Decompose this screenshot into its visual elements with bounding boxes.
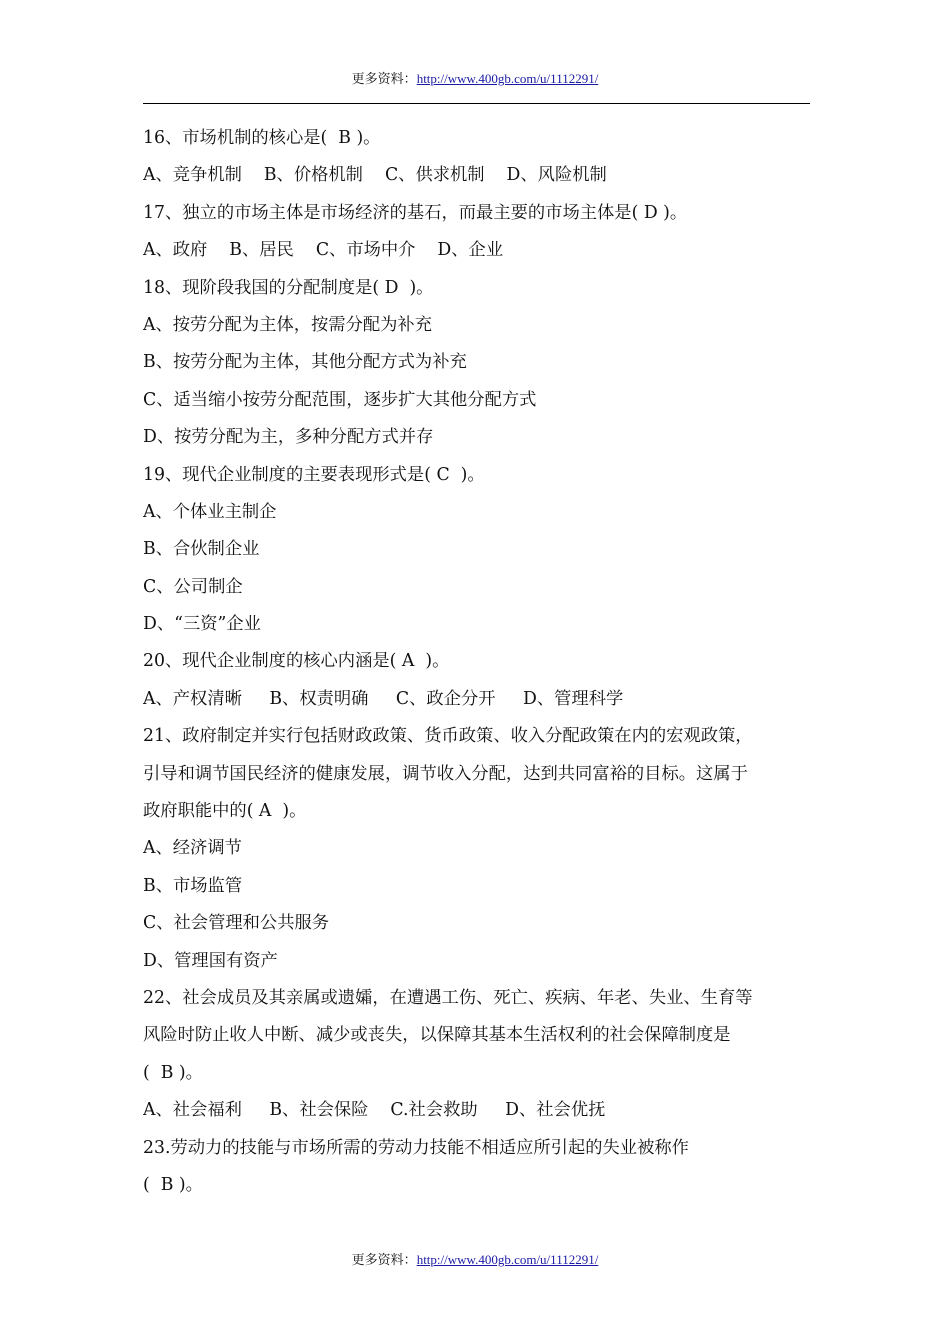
question-19-option-b: B、合伙制企业	[143, 539, 260, 560]
question-16: 16、市场机制的核心是( B )。	[143, 128, 381, 148]
header-rule	[143, 103, 810, 104]
question-23-line-1: 23.劳动力的技能与市场所需的劳动力技能不相适应所引起的失业被称作	[143, 1137, 689, 1158]
question-19: 19、现代企业制度的主要表现形式是( C )。	[143, 464, 485, 485]
question-21-option-b: B、市场监管	[143, 875, 243, 896]
header-prefix: 更多资料：	[351, 71, 417, 86]
question-19-option-d: D、“三资”企业	[143, 614, 261, 635]
question-22-line-1: 22、社会成员及其亲属或遗孀，在遭遇工伤、死亡、疾病、年老、失业、生育等	[143, 987, 753, 1008]
question-21-line-3: 政府职能中的( A )。	[143, 801, 307, 822]
question-18: 18、现阶段我国的分配制度是( D )。	[143, 277, 434, 298]
question-21-option-d: D、管理国有资产	[143, 950, 278, 971]
question-22-line-3: ( B )。	[143, 1062, 203, 1083]
question-21-option-c: C、社会管理和公共服务	[143, 913, 330, 934]
footer-prefix: 更多资料：	[351, 1252, 417, 1267]
question-21-line-1: 21、政府制定并实行包括财政政策、货币政策、收入分配政策在内的宏观政策，	[143, 726, 753, 747]
question-22-options: A、社会福利 B、社会保险 C.社会救助 D、社会优抚	[143, 1100, 606, 1121]
question-21-option-a: A、经济调节	[143, 838, 242, 859]
header-link[interactable]: http://www.400gb.com/u/1112291/	[416, 71, 599, 86]
question-20-options: A、产权清晰 B、权责明确 C、政企分开 D、管理科学	[143, 688, 624, 709]
question-list	[143, 120, 810, 1204]
question-23-line-2: ( B )。	[143, 1174, 203, 1195]
question-17: 17、独立的市场主体是市场经济的基石，而最主要的市场主体是( D )。	[143, 202, 688, 223]
page-footer	[0, 1249, 950, 1268]
footer-link[interactable]: http://www.400gb.com/u/1112291/	[416, 1252, 599, 1267]
question-18-option-b: B、按劳分配为主体，其他分配方式为补充	[143, 352, 467, 373]
question-19-option-a: A、个体业主制企	[143, 501, 277, 522]
question-18-option-d: D、按劳分配为主，多种分配方式并存	[143, 427, 434, 448]
question-17-options: A、政府 B、居民 C、市场中介 D、企业	[143, 240, 504, 261]
page-header	[0, 68, 950, 87]
question-16-options: A、竞争机制 B、价格机制 C、供求机制 D、风险机制	[143, 165, 607, 186]
question-22-line-2: 风险时防止收人中断、减少或丧失，以保障其基本生活权利的社会保障制度是	[143, 1025, 731, 1046]
question-18-option-a: A、按劳分配为主体，按需分配为补充	[143, 314, 432, 335]
question-19-option-c: C、公司制企	[143, 576, 243, 597]
question-20: 20、现代企业制度的核心内涵是( A )。	[143, 651, 450, 672]
question-21-line-2: 引导和调节国民经济的健康发展，调节收入分配，达到共同富裕的目标。这属于	[143, 763, 748, 784]
question-18-option-c: C、适当缩小按劳分配范围，逐步扩大其他分配方式	[143, 389, 537, 410]
